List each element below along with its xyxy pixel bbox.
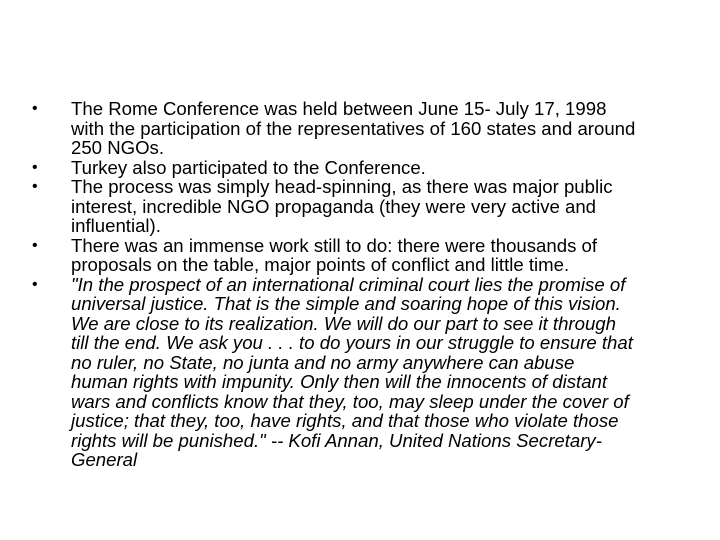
bullet-icon: •: [32, 100, 38, 117]
bullet-line: 250 NGOs.: [71, 137, 165, 158]
bullet-icon: •: [32, 236, 38, 254]
quote-line: wars and conflicts know that they, too, may sleep under the cover of: [71, 390, 629, 412]
bullet-line: There was an immense work still to do: there were thousands of: [71, 234, 598, 256]
bullet-line: The Rome Conference was held between June 15- July 17, 1998: [71, 98, 607, 119]
quote-line: "In the prospect of an international criminal court lies the promise of: [71, 273, 626, 295]
quote-line: no ruler, no State, no junta and no army anywhere can abuse: [71, 351, 575, 373]
bullet-icon: •: [32, 178, 38, 195]
quote-line: rights will be punished." -- Kofi Annan, United Nations Secretary-: [71, 429, 602, 451]
bullet-icon: •: [32, 158, 38, 176]
bullet-icon: •: [32, 275, 38, 293]
quote-line: General: [71, 449, 138, 470]
bullet-line: influential).: [71, 215, 161, 236]
quote-line: till the end. We ask you . . . to do yours in our struggle to ensure that: [71, 332, 633, 353]
bullet-line: with the participation of the representatives of 160 states and around: [71, 117, 636, 139]
bullet-line: interest, incredible NGO propaganda (they were very active and: [71, 195, 597, 217]
bullet-text: [71, 158, 704, 178]
bullet-line: The process was simply head-spinning, as there was major public: [71, 176, 613, 197]
bullet-text: [71, 99, 704, 158]
bullet-list: [32, 99, 704, 470]
bullet-item-rome-conference: [32, 99, 704, 158]
bullet-text: [71, 177, 704, 236]
quote-line: human rights with impunity. Only then will the innocents of distant: [71, 371, 608, 392]
quote-line: justice; that they, too, have rights, and that those who violate those: [71, 410, 619, 431]
bullet-item-turkey: [32, 158, 704, 178]
bullet-item-immense-work: [32, 236, 704, 275]
bullet-item-process: [32, 177, 704, 236]
bullet-line: Turkey also participated to the Conference.: [71, 156, 426, 178]
bullet-line: proposals on the table, major points of conflict and little time.: [71, 254, 570, 275]
quote-line: We are close to its realization. We will do our part to see it through: [71, 312, 616, 334]
bullet-item-annan-quote: [32, 275, 704, 470]
bullet-text: [71, 236, 704, 275]
quote-text: [71, 275, 704, 470]
quote-line: universal justice. That is the simple and soaring hope of this vision.: [71, 293, 621, 314]
